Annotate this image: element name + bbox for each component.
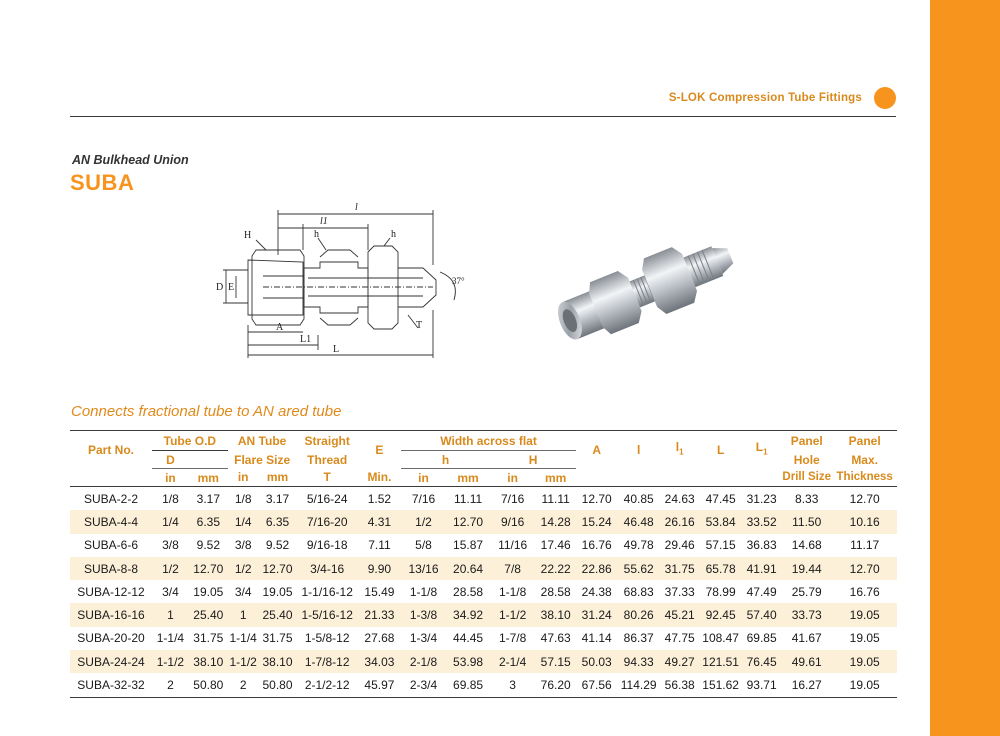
- table-cell: 27.68: [364, 631, 395, 646]
- unit-in: in: [228, 469, 259, 487]
- dim-L-label: L: [333, 344, 340, 355]
- table-cell: 49.27: [660, 650, 699, 673]
- table-cell: 86.37: [623, 631, 654, 646]
- table-cell: 53.84: [699, 510, 742, 533]
- table-cell: 37.33: [664, 584, 695, 599]
- table-cell: 22.86: [576, 557, 617, 580]
- table-cell: 80.26: [617, 603, 660, 626]
- table-cell: 2: [228, 673, 259, 697]
- table-cell: 1/2: [152, 557, 189, 580]
- dim-angle-label: 37°: [452, 276, 465, 286]
- table-cell: 2-1/2-12: [296, 673, 357, 697]
- table-cell: 1-1/4: [229, 631, 257, 646]
- table-cell: 16.76: [581, 538, 612, 553]
- table-cell: 15.87: [453, 538, 484, 553]
- table-cell: 36.83: [746, 538, 777, 553]
- table-cell: 50.80: [259, 673, 297, 697]
- table-cell: 12.70: [446, 510, 490, 533]
- header-a: A: [576, 431, 617, 469]
- table-cell: 1-1/4: [156, 631, 185, 646]
- table-cell: 5/16-24: [306, 491, 348, 506]
- table-cell: 19.05: [832, 650, 897, 673]
- table-cell: 46.48: [617, 510, 660, 533]
- header-panel-hole-3: Drill Size: [781, 469, 832, 487]
- header-flare-size: Flare Size: [234, 452, 291, 467]
- table-cell: 7/16: [500, 491, 525, 506]
- table-cell: 1-1/8: [498, 584, 527, 599]
- table-cell: 5/8: [415, 538, 432, 553]
- table-cell: 40.85: [623, 491, 654, 506]
- table-cell: 38.10: [189, 650, 228, 673]
- part-number: SUBA-12-12: [77, 584, 145, 599]
- table-cell: 33.73: [781, 603, 832, 626]
- table-cell: 69.85: [746, 631, 777, 646]
- table-cell: 114.29: [617, 673, 660, 697]
- table-cell: 68.83: [623, 584, 654, 599]
- dim-l-label: l: [355, 202, 358, 213]
- table-cell: 11.17: [850, 538, 880, 553]
- table-cell: 45.97: [358, 673, 401, 697]
- table-cell: 9.90: [358, 557, 401, 580]
- part-number: SUBA-20-20: [77, 631, 145, 646]
- table-cell: 1-1/2: [152, 650, 189, 673]
- table-cell: 38.10: [535, 603, 576, 626]
- table-cell: 1-1/2: [228, 650, 259, 673]
- header-e: E: [358, 431, 401, 469]
- table-cell: 25.40: [189, 603, 228, 626]
- header-tube-od: Tube O.D: [152, 431, 228, 451]
- table-cell: 50.80: [189, 673, 228, 697]
- part-number: SUBA-8-8: [70, 557, 152, 580]
- table-cell: 1-5/16-12: [296, 603, 357, 626]
- table-cell: 151.62: [699, 673, 742, 697]
- table-cell: 56.38: [660, 673, 699, 697]
- table-cell: 34.03: [358, 650, 401, 673]
- table-cell: 1/2: [228, 557, 259, 580]
- product-title: SUBA: [70, 170, 135, 195]
- table-cell: 57.40: [742, 603, 781, 626]
- table-cell: 7/16-20: [296, 510, 357, 533]
- table-cell: 19.05: [832, 603, 897, 626]
- table-cell: 1-1/16-12: [301, 584, 353, 599]
- table-cell: 9.52: [196, 538, 220, 553]
- table-cell: 11.50: [781, 510, 832, 533]
- dim-T-label: T: [416, 320, 423, 331]
- table-cell: 69.85: [446, 673, 490, 697]
- table-cell: 47.49: [746, 584, 777, 599]
- table-cell: 2-1/4: [490, 650, 535, 673]
- table-cell: 94.33: [617, 650, 660, 673]
- table-cell: 47.75: [664, 631, 695, 646]
- header-panel-hole-2: Hole: [793, 452, 820, 467]
- header-h-small: h: [401, 451, 490, 469]
- header-an-tube: AN Tube: [228, 431, 297, 451]
- table-cell: 12.70: [581, 491, 612, 506]
- table-cell: 57.15: [535, 650, 576, 673]
- table-cell: 12.70: [189, 557, 228, 580]
- table-cell: 45.21: [660, 603, 699, 626]
- table-row: [70, 487, 897, 511]
- technical-drawing: [208, 200, 478, 365]
- part-number: SUBA-24-24: [70, 650, 152, 673]
- header-h-big: H: [490, 451, 576, 469]
- table-cell: 53.98: [446, 650, 490, 673]
- table-cell: 3/4: [234, 584, 252, 599]
- table-cell: 47.45: [705, 491, 736, 506]
- table-cell: 33.52: [742, 510, 781, 533]
- header-d: D: [152, 451, 189, 469]
- product-subtitle: AN Bulkhead Union: [72, 153, 189, 167]
- table-header: [70, 431, 897, 487]
- table-row: [70, 580, 897, 603]
- table-cell: 19.05: [849, 631, 880, 646]
- unit-mm: mm: [446, 469, 490, 487]
- unit-mm: mm: [189, 469, 228, 487]
- table-cell: 3/4: [162, 584, 179, 599]
- table-cell: 7.11: [368, 538, 391, 553]
- header-panel-max-2: Max.: [851, 452, 878, 467]
- table-cell: 1-3/4: [409, 631, 438, 646]
- table-cell: 41.67: [791, 631, 822, 646]
- table-cell: 1/4: [228, 510, 259, 533]
- dim-E-label: E: [228, 282, 235, 293]
- part-number: SUBA-4-4: [70, 510, 152, 533]
- dim-h-right-label: h: [391, 229, 396, 240]
- part-number: SUBA-32-32: [70, 673, 152, 697]
- table-cell: 1.52: [367, 491, 392, 506]
- table-cell: 26.16: [660, 510, 699, 533]
- part-number: SUBA-16-16: [70, 603, 152, 626]
- table-cell: 2-3/4: [401, 673, 446, 697]
- table-cell: 11.11: [541, 491, 570, 506]
- table-body: [70, 487, 897, 698]
- table-cell: 76.20: [535, 673, 576, 697]
- product-photo: [540, 218, 770, 348]
- table-cell: 21.33: [358, 603, 401, 626]
- header-panel-hole: Panel: [781, 431, 832, 451]
- table-cell: 6.35: [189, 510, 228, 533]
- table-cell: 1-1/8: [409, 584, 438, 599]
- brand-title: S-LOK Compression Tube Fittings: [668, 92, 862, 104]
- table-cell: 3.17: [196, 491, 220, 506]
- table-cell: 108.47: [702, 631, 739, 646]
- part-number: SUBA-2-2: [83, 491, 138, 506]
- header-l1: $l_1$: [660, 431, 699, 469]
- table-cell: 13/16: [401, 557, 446, 580]
- dim-D-label: D: [216, 282, 224, 293]
- header-l: l: [617, 431, 660, 469]
- table-cell: 17.46: [540, 538, 571, 553]
- orange-side-bar: [930, 0, 1000, 736]
- table-cell: 31.23: [746, 491, 777, 506]
- table-cell: 12.70: [832, 557, 897, 580]
- table-cell: 78.99: [705, 584, 736, 599]
- table-cell: 67.56: [576, 673, 617, 697]
- table-row: [70, 557, 897, 580]
- unit-in: in: [152, 469, 189, 487]
- unit-in: in: [401, 469, 446, 487]
- header-straight: Straight: [296, 431, 357, 451]
- table-cell: 9/16-18: [306, 538, 348, 553]
- page-header: [70, 0, 896, 117]
- header-t: T: [296, 469, 357, 487]
- table-cell: 4.31: [358, 510, 401, 533]
- table-cell: 1-3/8: [401, 603, 446, 626]
- table-cell: 31.24: [576, 603, 617, 626]
- table-cell: 19.05: [832, 673, 897, 697]
- table-cell: 2-1/8: [401, 650, 446, 673]
- header-part-no: Part No.: [70, 431, 152, 469]
- table-cell: 3.17: [265, 491, 290, 506]
- header-panel-max-3: Thickness: [832, 469, 897, 487]
- table-cell: 65.78: [699, 557, 742, 580]
- table-cell: 49.61: [781, 650, 832, 673]
- table-cell: 16.76: [849, 584, 880, 599]
- description-text: Connects fractional tube to AN ared tube: [71, 403, 342, 420]
- table-cell: 31.75: [193, 631, 224, 646]
- table-cell: 76.45: [742, 650, 781, 673]
- table-cell: 24.38: [581, 584, 612, 599]
- table-cell: 16.27: [781, 673, 832, 697]
- table-cell: 25.79: [791, 584, 822, 599]
- table-cell: 44.45: [453, 631, 484, 646]
- unit-mm: mm: [535, 469, 576, 487]
- table-cell: 3: [490, 673, 535, 697]
- table-cell: 1-5/8-12: [304, 631, 350, 646]
- table-cell: 31.75: [262, 631, 293, 646]
- table-cell: 22.22: [535, 557, 576, 580]
- table-cell: 41.14: [581, 631, 612, 646]
- table-cell: 1-1/2: [490, 603, 535, 626]
- table-cell: 20.64: [446, 557, 490, 580]
- dim-A-label: A: [276, 322, 284, 333]
- table-cell: 9/16: [490, 510, 535, 533]
- table-cell: 7/8: [490, 557, 535, 580]
- table-cell: 1: [152, 603, 189, 626]
- table-cell: 3/4-16: [296, 557, 357, 580]
- table-cell: 41.91: [742, 557, 781, 580]
- table-cell: 14.68: [791, 538, 822, 553]
- table-cell: 1/2: [401, 510, 446, 533]
- table-cell: 47.63: [540, 631, 571, 646]
- table-row: [70, 534, 897, 557]
- table-cell: 11/16: [498, 538, 528, 553]
- table-cell: 19.05: [262, 584, 293, 599]
- table-cell: 10.16: [832, 510, 897, 533]
- table-cell: 38.10: [259, 650, 297, 673]
- table-cell: 1/8: [162, 491, 179, 506]
- table-cell: 15.24: [576, 510, 617, 533]
- table-cell: 3/8: [162, 538, 179, 553]
- table-cell: 1/4: [152, 510, 189, 533]
- table-cell: 14.28: [535, 510, 576, 533]
- unit-in: in: [490, 469, 535, 487]
- table-cell: 29.46: [664, 538, 695, 553]
- table-cell: 1-7/8-12: [296, 650, 357, 673]
- header-big-l1: $L_1$: [742, 431, 781, 469]
- table-cell: 28.58: [540, 584, 571, 599]
- spec-table: [70, 430, 897, 698]
- header-panel-max: Panel: [832, 431, 897, 451]
- dim-l1-label: l1: [320, 216, 328, 227]
- table-cell: 24.63: [664, 491, 695, 506]
- dim-L1-label: L1: [300, 334, 312, 345]
- header-big-l: L: [699, 431, 742, 469]
- header-width-across-flat: Width across flat: [401, 431, 576, 451]
- dim-H-label: H: [244, 230, 252, 241]
- table-cell: 121.51: [699, 650, 742, 673]
- table-cell: 3/8: [234, 538, 252, 553]
- table-row: [70, 510, 897, 533]
- table-cell: 25.40: [259, 603, 297, 626]
- table-cell: 7/16: [411, 491, 436, 506]
- table-cell: 19.05: [193, 584, 224, 599]
- table-cell: 1-7/8: [498, 631, 527, 646]
- table-cell: 55.62: [617, 557, 660, 580]
- table-row: [70, 673, 897, 697]
- table-cell: 12.70: [259, 557, 297, 580]
- table-cell: 2: [152, 673, 189, 697]
- dim-h-left-label: h: [314, 229, 319, 240]
- table-cell: 6.35: [259, 510, 297, 533]
- table-row: [70, 650, 897, 673]
- table-cell: 50.03: [576, 650, 617, 673]
- table-cell: 92.45: [699, 603, 742, 626]
- part-number: SUBA-6-6: [83, 538, 138, 553]
- table-row: [70, 603, 897, 626]
- table-cell: 8.33: [795, 491, 819, 506]
- table-cell: 9.52: [265, 538, 290, 553]
- table-row: [70, 627, 897, 650]
- orange-dot-icon: [874, 87, 896, 109]
- table-cell: 12.70: [849, 491, 880, 506]
- table-cell: 28.58: [453, 584, 484, 599]
- table-cell: 19.44: [781, 557, 832, 580]
- header-thread: Thread: [307, 452, 348, 467]
- table-cell: 31.75: [660, 557, 699, 580]
- header-min: Min.: [358, 469, 401, 487]
- table-cell: 1: [228, 603, 259, 626]
- unit-mm: mm: [259, 469, 297, 487]
- table-cell: 11.11: [453, 491, 483, 506]
- table-cell: 34.92: [446, 603, 490, 626]
- table-cell: 57.15: [705, 538, 736, 553]
- table-cell: 1/8: [234, 491, 252, 506]
- table-cell: 15.49: [364, 584, 395, 599]
- table-cell: 49.78: [623, 538, 654, 553]
- table-cell: 93.71: [742, 673, 781, 697]
